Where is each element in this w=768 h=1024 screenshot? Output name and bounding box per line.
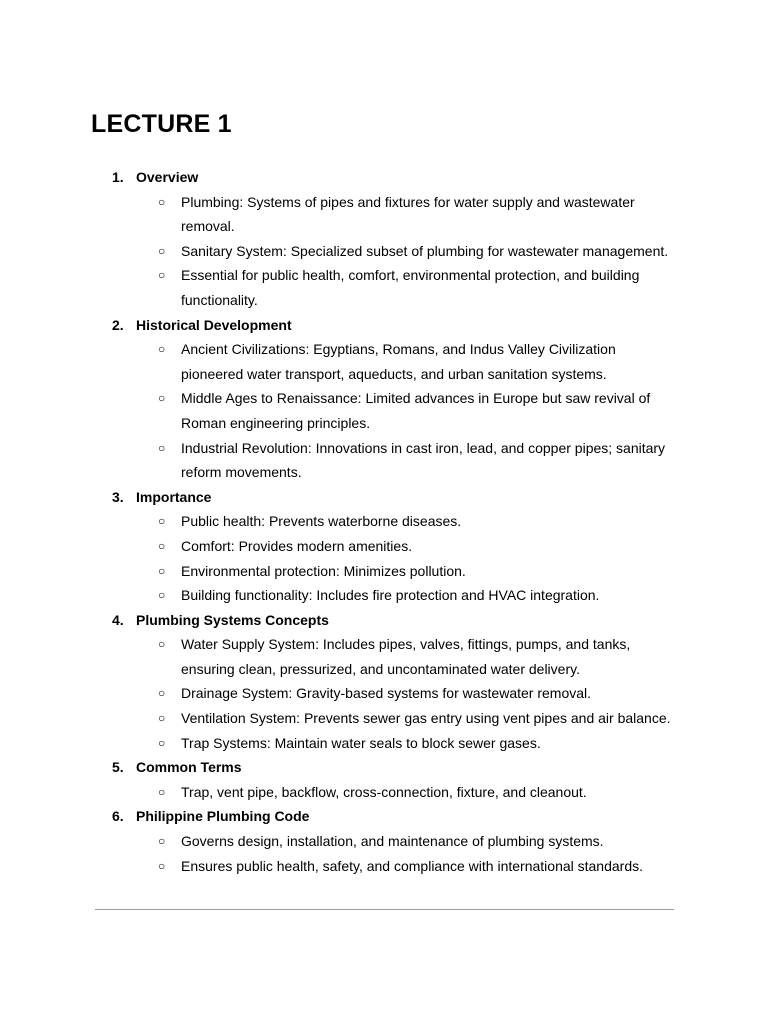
section-heading: Philippine Plumbing Code [136,808,310,825]
hollow-circle-bullet-icon: ○ [158,391,166,406]
bullet-text: Plumbing: Systems of pipes and fixtures for water supply and wastewater removal. [181,193,635,235]
hollow-circle-bullet-icon: ○ [158,514,166,529]
bullet-text: Industrial Revolution: Innovations in cast iron, lead, and copper pipes; sanitary reform movements. [181,439,666,481]
hollow-circle-bullet-icon: ○ [158,784,166,799]
hollow-circle-bullet-icon: ○ [158,711,166,726]
list-item [136,583,681,608]
list-item [136,559,681,584]
bullet-text: Building functionality: Includes fire protection and HVAC integration. [181,587,600,604]
bullet-list [136,509,712,607]
list-item [136,190,681,239]
section-historical-development [112,313,712,485]
hollow-circle-bullet-icon: ○ [158,563,166,578]
bullet-list [136,632,712,755]
hollow-circle-bullet-icon: ○ [158,858,166,873]
section-importance [112,485,712,608]
lecture-outline [112,165,712,878]
bullet-text: Ventilation System: Prevents sewer gas entry using vent pipes and air balance. [181,710,671,727]
bullet-text: Public health: Prevents waterborne diseases. [181,513,462,530]
bullet-text: Environmental protection: Minimizes pollution. [181,562,466,579]
section-number: 1. [112,169,124,185]
section-heading: Importance [136,488,212,505]
horizontal-divider [95,909,674,910]
bullet-list [136,780,712,805]
hollow-circle-bullet-icon: ○ [158,243,166,258]
bullet-text: Sanitary System: Specialized subset of plumbing for wastewater management. [181,242,669,259]
section-philippine-plumbing-code [112,804,712,878]
list-item [136,780,681,805]
section-heading: Overview [136,169,199,185]
hollow-circle-bullet-icon: ○ [158,834,166,849]
hollow-circle-bullet-icon: ○ [158,637,166,652]
list-item [136,706,681,731]
list-item [136,854,681,879]
section-common-terms [112,755,712,804]
bullet-text: Water Supply System: Includes pipes, valves, fittings, pumps, and tanks, ensuring clean, pressurized, and uncontaminated water delivery. [181,636,631,677]
bullet-list [136,190,712,313]
bullet-text: Governs design, installation, and maintenance of plumbing systems. [181,833,604,850]
list-item [136,632,681,681]
bullet-text: Essential for public health, comfort, environmental protection, and building functionality. [181,267,640,308]
bullet-text: Trap, vent pipe, backflow, cross-connection, fixture, and cleanout. [181,783,587,800]
section-number: 4. [112,611,124,628]
bullet-list [136,337,712,485]
hollow-circle-bullet-icon: ○ [158,686,166,701]
hollow-circle-bullet-icon: ○ [158,735,166,750]
page-title: LECTURE 1 [91,110,232,138]
hollow-circle-bullet-icon: ○ [158,268,166,283]
hollow-circle-bullet-icon: ○ [158,440,166,455]
section-number: 6. [112,808,124,825]
hollow-circle-bullet-icon: ○ [158,342,166,357]
bullet-text: Drainage System: Gravity-based systems for wastewater removal. [181,685,592,702]
list-item [136,263,681,312]
section-heading: Historical Development [136,316,292,333]
list-item [136,509,681,534]
list-item [136,681,681,706]
bullet-text: Middle Ages to Renaissance: Limited advances in Europe but saw revival of Roman engineering principles. [181,390,651,431]
list-item [136,829,681,854]
hollow-circle-bullet-icon: ○ [158,194,166,209]
bullet-list [136,829,712,878]
bullet-text: Ancient Civilizations: Egyptians, Romans, and Indus Valley Civilization pioneered water transport, aqueducts, and urban sanitation systems. [181,341,616,382]
section-overview [112,165,712,313]
section-heading: Common Terms [136,759,242,776]
section-number: 5. [112,759,124,776]
section-number: 2. [112,316,124,333]
bullet-text: Ensures public health, safety, and compliance with international standards. [181,857,644,874]
hollow-circle-bullet-icon: ○ [158,588,166,603]
bullet-text: Trap Systems: Maintain water seals to block sewer gases. [181,734,541,751]
list-item [136,731,681,756]
list-item [136,534,681,559]
section-heading: Plumbing Systems Concepts [136,611,329,628]
bullet-text: Comfort: Provides modern amenities. [181,537,413,554]
list-item [136,337,681,386]
list-item [136,239,681,264]
list-item [136,436,681,485]
hollow-circle-bullet-icon: ○ [158,538,166,553]
section-number: 3. [112,488,124,505]
section-plumbing-systems-concepts [112,608,712,756]
list-item [136,386,681,435]
